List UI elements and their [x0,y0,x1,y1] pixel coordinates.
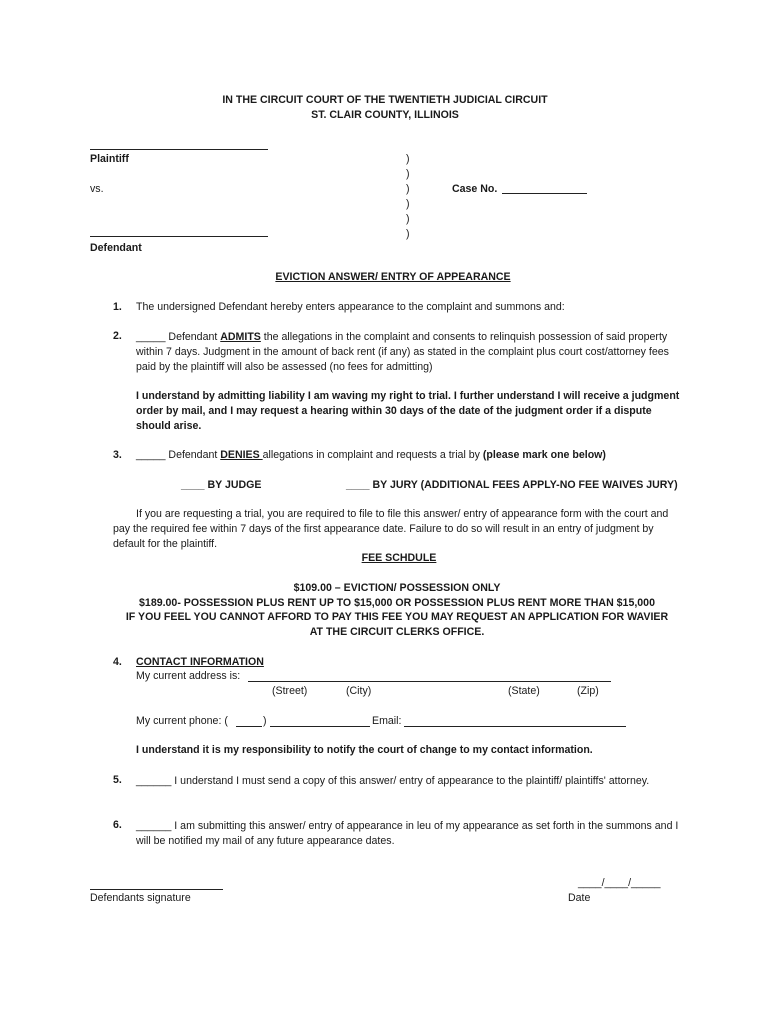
area-code-field[interactable] [236,726,262,727]
deny-blank[interactable]: _____ [136,449,166,461]
address-field[interactable] [248,681,611,682]
email-field[interactable] [404,726,626,727]
street-caption: (Street) [272,685,308,697]
denies-keyword: DENIES [220,449,263,461]
caption-paren: ) [406,213,410,225]
phone-paren: ) [263,715,267,727]
phone-field[interactable] [270,726,370,727]
item-1-text: The undersigned Defendant hereby enters appearance to the complaint and summons and: [136,301,565,313]
admit-blank[interactable]: _____ [136,331,166,343]
vs-label: vs. [90,183,104,195]
admit-acknowledgement: I understand by admitting liability I am waving my right to trial. I further understand I will receive a judgment order by mail, and I may request a hearing within 30 days of the date of the judgment order if a dispute should arise. [136,390,680,432]
item-number: 5. [113,774,122,786]
signature-line[interactable] [90,889,223,890]
signature-label: Defendants signature [90,892,191,904]
item-3-text: _____ Defendant DENIES allegations in complaint and requests a trial by (please mark one below) [136,449,606,461]
item-number: 2. [113,330,122,342]
item-5-text: ______ I understand I must send a copy of this answer/ entry of appearance to the plaintiff/ plaintiffs' attorney. [136,775,650,787]
caption-paren: ) [406,153,410,165]
state-caption: (State) [508,685,540,697]
address-label: My current address is: [136,670,241,682]
case-no-label: Case No. [452,183,498,195]
item-6-text: ______ I am submitting this answer/ entry of appearance in leu of my appearance as set forth in the summons and I will be notified my mail of any future appearance dates. [136,820,679,847]
email-label: Email: [372,715,402,727]
item-number: 4. [113,656,122,668]
plaintiff-label: Plaintiff [90,153,129,165]
county-heading: ST. CLAIR COUNTY, ILLINOIS [311,109,459,121]
fee-waiver-line: AT THE CIRCUIT CLERKS OFFICE. [309,626,485,638]
item-number: 3. [113,449,122,461]
defendant-name-line[interactable] [90,236,268,237]
date-label: Date [568,892,591,904]
caption-paren: ) [406,228,410,240]
fee-line: $109.00 – EVICTION/ POSSESSION ONLY [293,582,501,594]
fee-waiver-line: IF YOU FEEL YOU CANNOT AFFORD TO PAY THIS FEE YOU MAY REQUEST AN APPLICATION FOR WAVIER [125,611,669,623]
phone-label: My current phone: ( [136,715,228,727]
caption-paren: ) [406,198,410,210]
item-number: 1. [113,301,122,313]
trial-note: If you are requesting a trial, you are required to file to file this answer/ entry of appearance form with the court and pay the required fee within 7 days of the first appearance date. Failure to do so will result in an entry of judgment by default for the plaintiff. [113,508,669,550]
caption-paren: ) [406,183,410,195]
case-no-field[interactable] [502,193,587,194]
by-jury-option[interactable]: ____ BY JURY (ADDITIONAL FEES APPLY-NO FEE WAIVES JURY) [346,479,678,491]
city-caption: (City) [346,685,372,697]
item-number: 6. [113,819,122,831]
date-field[interactable]: ____/____/_____ [578,877,661,889]
contact-responsibility: I understand it is my responsibility to notify the court of change to my contact information. [136,744,593,756]
item-2-text: _____ Defendant ADMITS the allegations in the complaint and consents to relinquish possession of said property within 7 days. Judgment in the amount of back rent (if any) as stated in the complaint plus court cost/attorney fees paid by the plaintiff will also be assessed (no fees for admitting) [136,331,669,373]
court-heading: IN THE CIRCUIT COURT OF THE TWENTIETH JUDICIAL CIRCUIT [222,94,548,106]
form-title: EVICTION ANSWER/ ENTRY OF APPEARANCE [275,271,511,283]
admits-keyword: ADMITS [220,331,261,343]
by-judge-option[interactable]: ____ BY JUDGE [181,479,262,491]
fee-line: $189.00- POSSESSION PLUS RENT UP TO $15,000 OR POSSESSION PLUS RENT MORE THAN $15,000 [139,597,655,609]
zip-caption: (Zip) [577,685,599,697]
plaintiff-name-line[interactable] [90,149,268,150]
caption-paren: ) [406,168,410,180]
defendant-label: Defendant [90,242,142,254]
fee-schedule-heading: FEE SCHDULE [361,552,437,564]
contact-heading: CONTACT INFORMATION [136,656,264,668]
